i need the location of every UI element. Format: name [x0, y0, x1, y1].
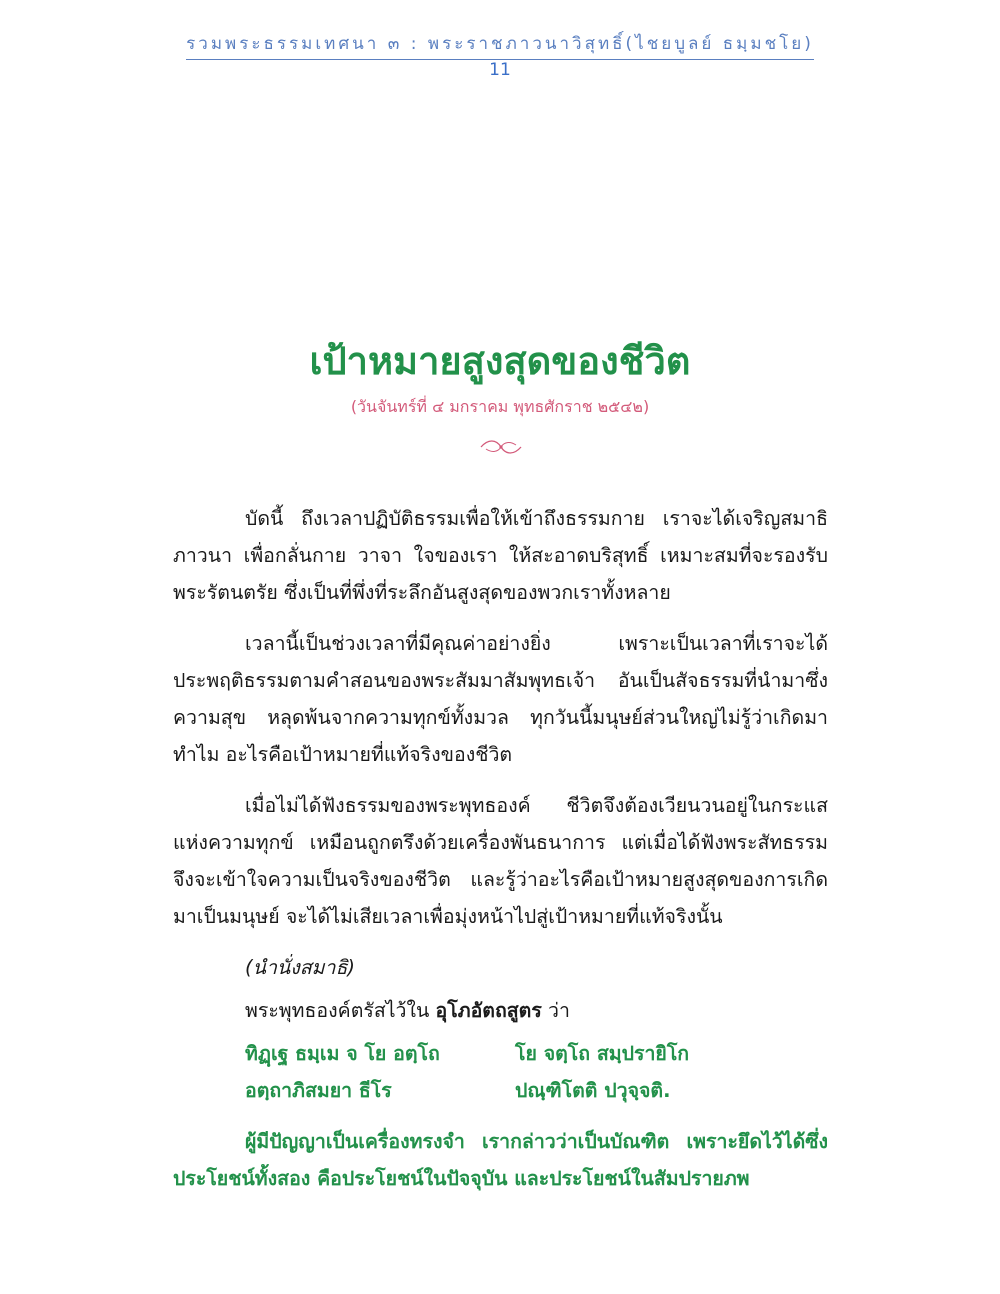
running-title: รวมพระธรรมเทศนา ๓ : พระราชภาวนาวิสุทธิ์(ไชยบูลย์ ธมฺมชโย) — [186, 30, 814, 60]
body-text — [173, 500, 828, 1217]
paragraph-3: เมื่อไม่ได้ฟังธรรมของพระพุทธองค์ ชีวิตจึงต้องเวียนวนอยู่ในกระแสแห่งความทุกข์ เหมือนถูกตรึงด้วยเครื่องพันธนาการ แต่เมื่อได้ฟังพระสัทธรรมจึงจะเข้าใจความเป็นจริงของชีวิต และรู้ว่าอะไรคือเป้าหมายสูงสุดของการเกิดมาเป็นมนุษย์ จะได้ไม่เสียเวลาเพื่อมุ่งหน้าไปสู่เป้าหมายที่แท้จริงนั้น — [173, 794, 828, 928]
sutta-intro — [245, 992, 828, 1029]
paragraph-1: บัดนี้ ถึงเวลาปฏิบัติธรรมเพื่อให้เข้าถึงธรรมกาย เราจะได้เจริญสมาธิภาวนา เพื่อกลั่นกาย วาจา ใจของเรา ให้สะอาดบริสุทธิ์ เหมาะสมที่จะรองรับพระรัตนตรัย ซึ่งเป็นที่พึ่งที่ระลึกอันสูงสุดของพวกเราทั้งหลาย — [173, 507, 828, 604]
verse-line-1 — [245, 1035, 828, 1072]
pali-verse — [245, 1035, 828, 1109]
verse-line-2-right: ปณฺฑิโตติ ปวุจฺจติ. — [515, 1079, 671, 1102]
paragraph-2: เวลานี้เป็นช่วงเวลาที่มีคุณค่าอย่างยิ่ง เพราะเป็นเวลาที่เราจะได้ประพฤติธรรมตามคำสอนของพระสัมมาสัมพุทธเจ้า อันเป็นสัจธรรมที่นำมาซึ่งความสุข หลุดพ้นจากความทุกข์ทั้งมวล ทุกวันนี้มนุษย์ส่วนใหญ่ไม่รู้ว่าเกิดมาทำไม อะไรคือเป้าหมายที่แท้จริงของชีวิต — [173, 632, 828, 766]
verse-line-2 — [245, 1072, 828, 1109]
verse-translation: ผู้มีปัญญาเป็นเครื่องทรงจำ เรากล่าวว่าเป็นบัณฑิต เพราะยึดไว้ได้ซึ่งประโยชน์ทั้งสอง คือประโยชน์ในปัจจุบัน และประโยชน์ในสัมปรายภพ — [173, 1130, 828, 1190]
page-title: เป้าหมายสูงสุดของชีวิต — [309, 339, 691, 383]
sutta-name: อุโภอัตถสูตร — [435, 999, 542, 1022]
meditation-note: (นำนั่งสมาธิ) — [245, 956, 355, 979]
flourish-ornament-icon — [478, 436, 524, 458]
page-number: 11 — [489, 60, 511, 80]
sutta-intro-before: พระพุทธองค์ตรัสไว้ใน — [245, 999, 430, 1022]
sutta-intro-after: ว่า — [548, 999, 570, 1022]
verse-line-2-left: อตฺถาภิสมยา ธีโร — [245, 1079, 392, 1102]
running-header — [0, 30, 1000, 60]
sermon-date: (วันจันทร์ที่ ๔ มกราคม พุทธศักราช ๒๕๔๒) — [350, 397, 650, 416]
verse-line-1-right: โย จตฺโถ สมฺปรายิโก — [515, 1042, 690, 1065]
verse-line-1-left: ทิฏฺเฐ ธมฺเม จ โย อตฺโถ — [245, 1042, 440, 1065]
